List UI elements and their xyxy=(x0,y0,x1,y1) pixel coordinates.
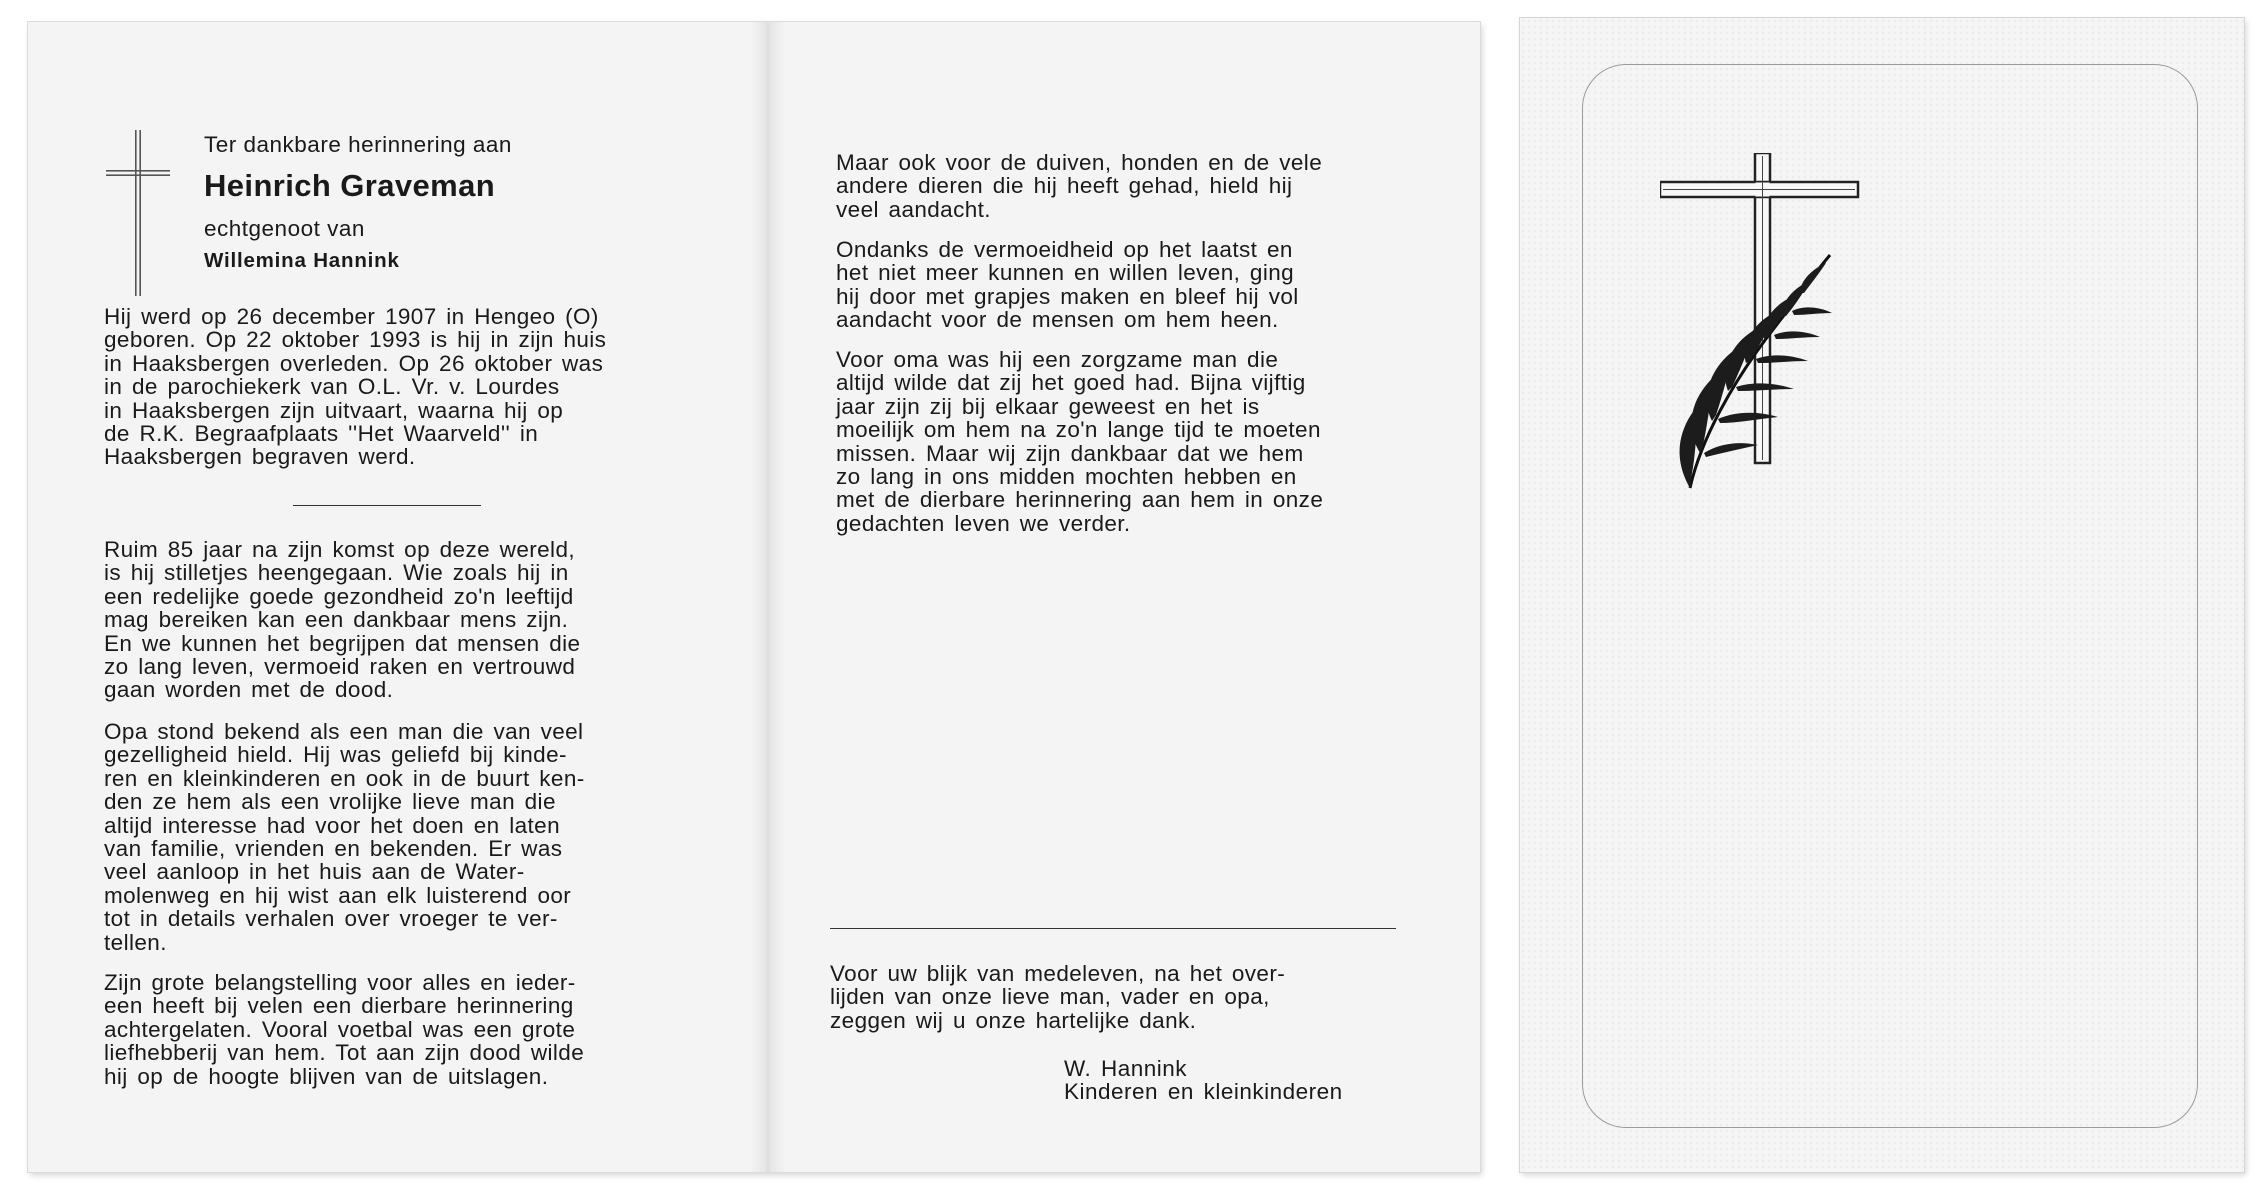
left-paragraph-4 xyxy=(104,971,668,1088)
text-line: de R.K. Begraafplaats ''Het Waarveld'' in xyxy=(104,421,539,447)
text-line: missen. Maar wij zijn dankbaar dat we hem xyxy=(836,440,1304,466)
text-line: hij op de hoogte blijven van de uitslagen. xyxy=(104,1063,549,1089)
text-line: in Haaksbergen zijn uitvaart, waarna hij op xyxy=(104,397,564,423)
text-line: gezelligheid hield. Hij was geliefd bij kinde- xyxy=(104,742,567,768)
text-line: hij door met grapjes maken en bleef hij vol xyxy=(836,283,1299,309)
text-line: ren en kleinkinderen en ook in de buurt ken- xyxy=(104,765,585,791)
text-line: zo lang in ons midden mochten hebben en xyxy=(836,464,1297,490)
thanks-divider xyxy=(830,928,1396,929)
text-line: van familie, vrienden en bekenden. Er was xyxy=(104,836,563,862)
right-paragraph-3 xyxy=(836,348,1430,535)
text-line: een heeft bij velen een dierbare herinnering xyxy=(104,993,574,1019)
text-line: mag bereiken kan een dankbaar mens zijn. xyxy=(104,607,569,633)
text-line: zo lang leven, vermoeid raken en vertrouwd xyxy=(104,654,576,680)
text-line: Opa stond bekend als een man die van veel xyxy=(104,719,584,744)
text-line: moeilijk om hem na zo'n lange tijd te moeten xyxy=(836,417,1321,443)
text-line: Ruim 85 jaar na zijn komst op deze wereld, xyxy=(104,537,576,562)
fold-line xyxy=(750,22,786,1172)
text-line: den ze hem als een vrolijke lieve man die xyxy=(104,789,556,815)
text-line: liefhebberij van hem. Tot aan zijn dood wilde xyxy=(104,1040,585,1066)
left-paragraph-2 xyxy=(104,538,668,702)
text-line: het niet meer kunnen en willen leven, ging xyxy=(836,260,1295,286)
right-paragraph-1 xyxy=(836,151,1430,221)
intro-line: Ter dankbare herinnering aan xyxy=(204,132,512,157)
text-line: Maar ook voor de duiven, honden en de vele xyxy=(836,150,1323,175)
text-line: En we kunnen het begrijpen dat mensen die xyxy=(104,630,581,656)
text-line: Zijn grote belangstelling voor alles en ieder- xyxy=(104,970,576,995)
text-line: lijden van onze lieve man, vader en opa, xyxy=(830,984,1270,1010)
text-line: gedachten leven we verder. xyxy=(836,510,1131,536)
text-line: Hij werd op 26 december 1907 in Hengeo (O) xyxy=(104,304,599,329)
text-line: altijd wilde dat zij het goed had. Bijna vijftig xyxy=(836,370,1306,396)
section-divider xyxy=(293,505,481,506)
text-line: tot in details verhalen over vroeger te ver- xyxy=(104,906,558,932)
text-line: aandacht voor de mensen om hem heen. xyxy=(836,307,1279,333)
text-line: een redelijke goede gezondheid zo'n leeftijd xyxy=(104,583,574,609)
text-line: is hij stilletjes heengegaan. Wie zoals hij in xyxy=(104,560,569,586)
text-line: Voor uw blijk van medeleven, na het over- xyxy=(830,961,1286,986)
text-line: geboren. Op 22 oktober 1993 is hij in zijn huis xyxy=(104,327,607,353)
text-line: jaar zijn zij bij elkaar geweest en het is xyxy=(836,393,1260,419)
text-line: andere dieren die hij heeft gehad, hield hij xyxy=(836,173,1293,199)
signature-line: W. Hannink xyxy=(1064,1056,1188,1081)
left-paragraph-1 xyxy=(104,305,668,469)
cross-icon xyxy=(106,130,170,296)
text-line: Haaksbergen begraven werd. xyxy=(104,444,416,470)
text-line: molenweg en hij wist aan elk luisterend oor xyxy=(104,882,572,908)
text-line: tellen. xyxy=(104,929,167,955)
inner-spread xyxy=(28,22,1480,1172)
text-line: gaan worden met de dood. xyxy=(104,677,394,703)
text-line: in Haaksbergen overleden. Op 26 oktober was xyxy=(104,350,604,376)
front-cover xyxy=(1520,18,2244,1172)
text-line: in de parochiekerk van O.L. Vr. v. Lourdes xyxy=(104,374,560,400)
deceased-name: Heinrich Graveman xyxy=(204,168,496,203)
text-line: achtergelaten. Vooral voetbal was een grote xyxy=(104,1016,576,1042)
text-line: veel aanloop in het huis aan de Water- xyxy=(104,859,525,885)
left-paragraph-3 xyxy=(104,720,668,954)
text-line: zeggen wij u onze hartelijke dank. xyxy=(830,1007,1197,1033)
text-line: Voor oma was hij een zorgzame man die xyxy=(836,347,1279,372)
signature xyxy=(1064,1057,1343,1104)
text-line: altijd interesse had voor het doen en laten xyxy=(104,812,560,838)
right-paragraph-2 xyxy=(836,238,1430,332)
signature-line: Kinderen en kleinkinderen xyxy=(1064,1079,1343,1105)
spouse-name: Willemina Hannink xyxy=(204,249,400,272)
text-line: veel aandacht. xyxy=(836,196,991,222)
spouse-intro: echtgenoot van xyxy=(204,216,365,241)
text-line: Ondanks de vermoeidheid op het laatst en xyxy=(836,237,1293,262)
thanks-paragraph xyxy=(830,962,1426,1032)
text-line: met de dierbare herinnering aan hem in onze xyxy=(836,487,1324,513)
cross-with-palm-branch-icon xyxy=(1660,153,1890,503)
